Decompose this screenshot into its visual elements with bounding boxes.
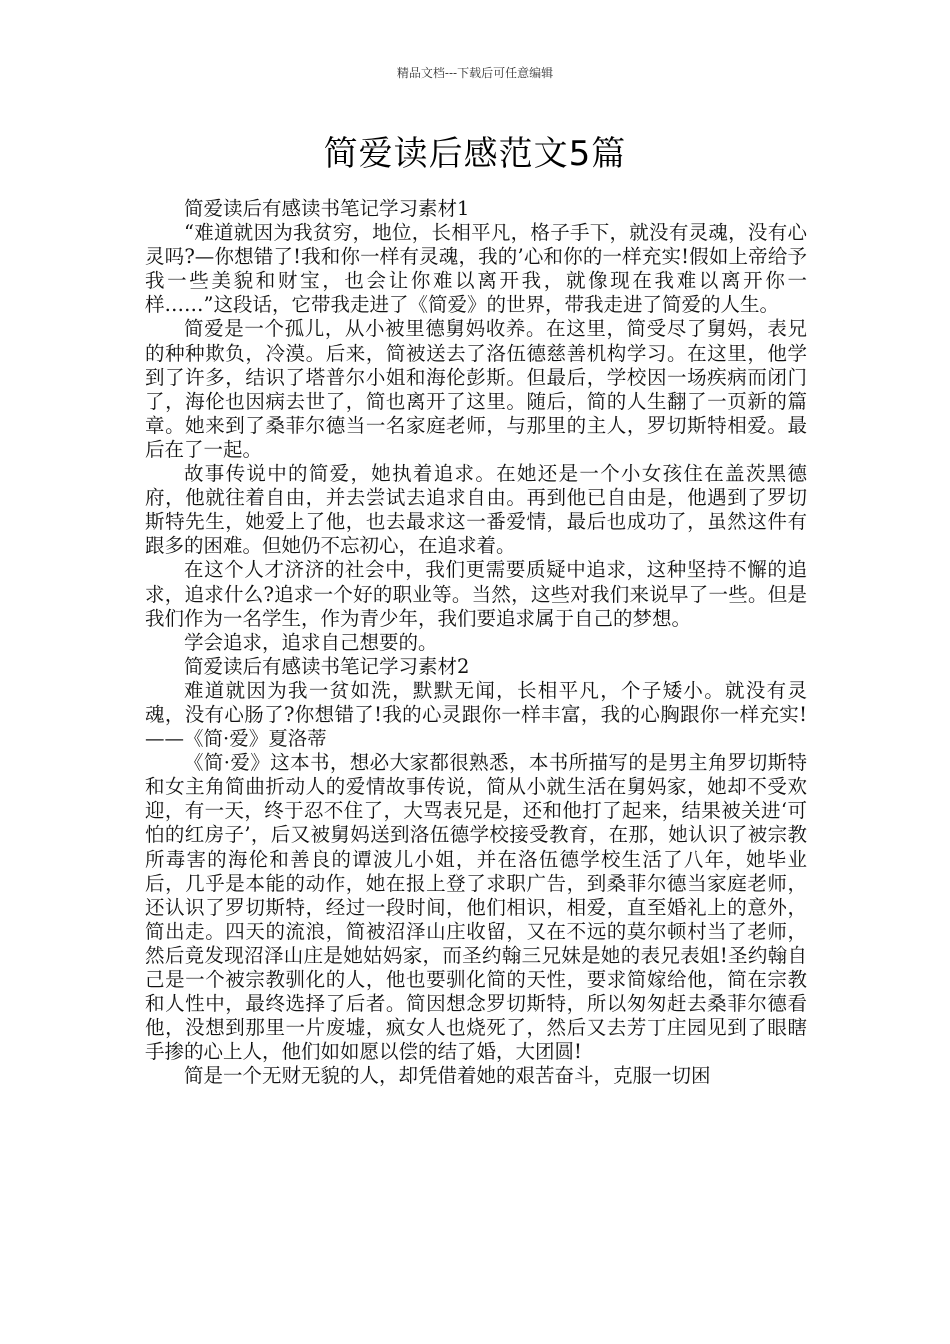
document-body <box>145 197 807 1088</box>
section-heading-1: 简爱读后有感读书笔记学习素材1 <box>184 197 470 220</box>
paragraph: 《简·爱》这本书，想必大家都很熟悉，本书所描写的是男主角罗切斯特和女主角简曲折动人的爱情故事传说，简从小就生活在舅妈家，她却不受欢迎，有一天，终于忍不住了，大骂表兄是，还和他打了起来，结果被关进‘可怕的红房子’，后又被舅妈送到洛伍德学校接受教育，在那，她认识了被宗教所毒害的海伦和善良的谭波儿小姐，并在洛伍德学校生活了八年，她毕业后，几乎是本能的动作，她在报上登了求职广告，到桑菲尔德当家庭老师，还认识了罗切斯特，经过一段时间，他们相识，相爱，直至婚礼上的意外，简出走。四天的流浪，简被沼泽山庄收留，又在不远的莫尔顿村当了老师，然后竟发现沼泽山庄是她姑妈家，而圣约翰三兄妹是她的表兄表姐!圣约翰自己是一个被宗教驯化的人，他也要驯化简的天性，要求简嫁给他，简在宗教和人性中，最终选择了后者。简因想念罗切斯特，所以匆匆赶去桑菲尔德看他，没想到那里一片废墟，疯女人也烧死了，然后又去芳丁庄园见到了眼瞎手掺的心上人，他们如如愿以偿的结了婚，大团圆! <box>145 751 807 1064</box>
paragraph: 简是一个无财无貌的人，却凭借着她的艰苦奋斗，克服一切困 <box>184 1064 711 1088</box>
paragraph: 在这个人才济济的社会中，我们更需要质疑中追求，这种坚持不懈的追求，追求什么?追求一个好的职业等。当然，这些对我们来说早了一些。但是我们作为一名学生，作为青少年，我们要追求属于自己的梦想。 <box>145 558 807 630</box>
paragraph: 简爱是一个孤儿，从小被里德舅妈收养。在这里，简受尽了舅妈，表兄的种种欺负，冷漠。后来，简被送去了洛伍德慈善机构学习。在这里，他学到了许多，结识了塔普尔小姐和海伦彭斯。但最后，学校因一场疾病而闭门了，海伦也因病去世了，简也离开了这里。随后，简的人生翻了一页新的篇章。她来到了桑菲尔德当一名家庭老师，与那里的主人，罗切斯特相爱。最后在了一起。 <box>145 317 807 461</box>
document-title: 简爱读后感范文5篇 <box>323 134 627 174</box>
paragraph: “难道就因为我贫穷，地位，长相平凡，格子手下，就没有灵魂，没有心灵吗?—你想错了!我和你一样有灵魂，我的’心和你的一样充实!假如上帝给予我一些美貌和财宝，也会让你难以离开我，就像现在我难以离开你一样……”这段话，它带我走进了《简爱》的世界，带我走进了简爱的人生。 <box>145 221 807 317</box>
paragraph: 难道就因为我一贫如洗，默默无闻，长相平凡，个子矮小。就没有灵魂，没有心肠了?你想错了!我的心灵跟你一样丰富，我的心胸跟你一样充实!——《简·爱》夏洛蒂 <box>145 678 807 751</box>
section-heading-2: 简爱读后有感读书笔记学习素材2 <box>184 654 470 678</box>
page-header-note: 精品文档---下载后可任意编辑 <box>396 66 554 80</box>
paragraph: 故事传说中的简爱，她执着追求。在她还是一个小女孩住在盖茨黑德府，他就往着自由，并去尝试去追求自由。再到他已自由是，他遇到了罗切斯特先生，她爱上了他，也去最求这一番爱情，最后也成功了，虽然这件有跟多的困难。但她仍不忘初心，在追求着。 <box>145 462 807 558</box>
paragraph: 学会追求，追求自己想要的。 <box>184 630 438 654</box>
